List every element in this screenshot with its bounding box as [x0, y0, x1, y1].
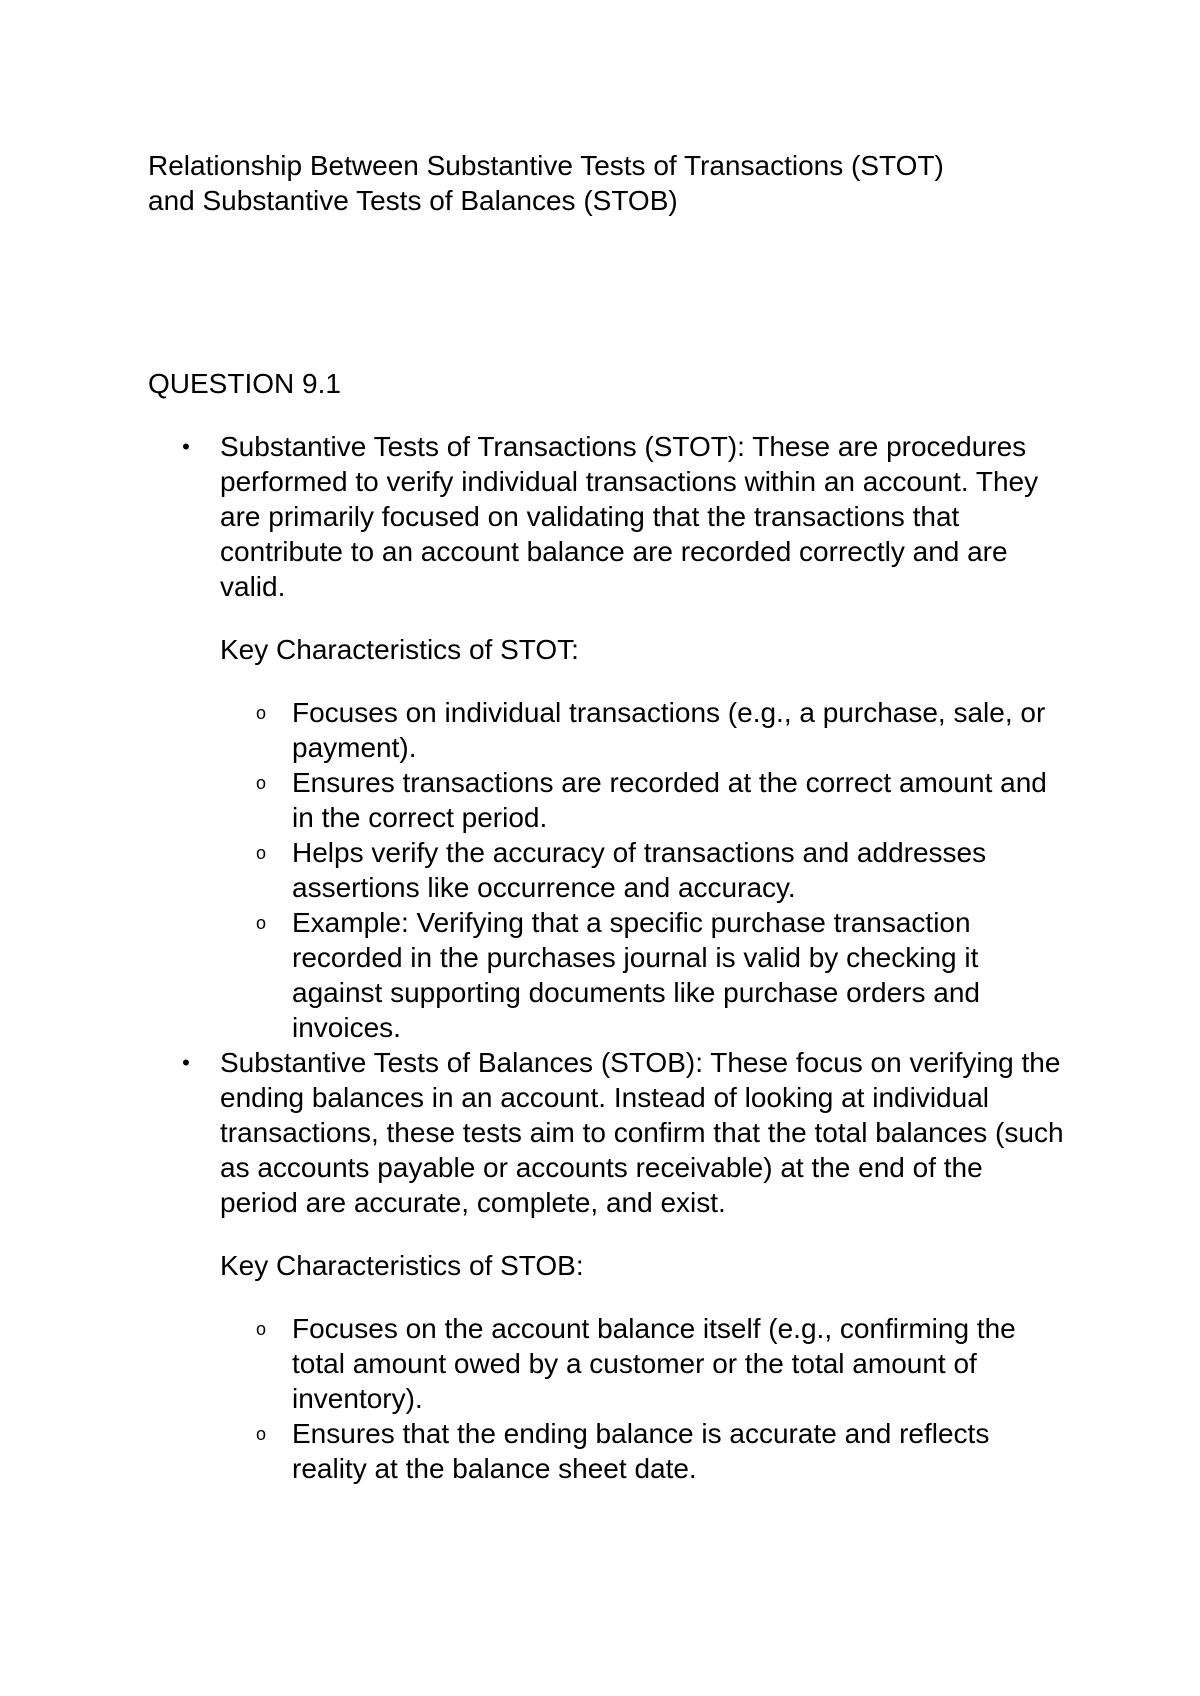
stob-characteristics-list	[220, 1311, 1068, 1486]
list-item	[220, 905, 1068, 1045]
stob-description: Substantive Tests of Balances (STOB): These focus on verifying the ending balances in an account. Instead of looking at individual transactions, these tests aim to confirm that the total balances (such as accounts payable or accounts receivable) at the end of the period are accurate, complete, and exist.	[220, 1047, 1064, 1218]
stob-key-heading: Key Characteristics of STOB:	[220, 1250, 584, 1281]
list-item	[220, 695, 1068, 765]
circle-bullet-icon: o	[256, 843, 267, 863]
document-page	[148, 148, 1068, 1486]
bullet-icon: •	[182, 1050, 190, 1075]
stot-item-2: Ensures transactions are recorded at the correct amount and in the correct period.	[292, 767, 1047, 833]
circle-bullet-icon: o	[256, 913, 267, 933]
circle-bullet-icon: o	[256, 703, 267, 723]
document-title	[148, 148, 1068, 218]
list-item-stot	[148, 429, 1068, 1045]
circle-bullet-icon: o	[256, 773, 267, 793]
title-line-2: and Substantive Tests of Balances (STOB)	[148, 185, 678, 216]
question-heading: QUESTION 9.1	[148, 368, 341, 399]
title-line-1: Relationship Between Substantive Tests of Transactions (STOT)	[148, 150, 944, 181]
list-item	[220, 765, 1068, 835]
stot-key-heading: Key Characteristics of STOT:	[220, 634, 579, 665]
stot-description: Substantive Tests of Transactions (STOT): These are procedures performed to verify individual transactions within an account. They are primarily focused on validating that the transactions that contribute to an account balance are recorded correctly and are valid.	[220, 431, 1039, 602]
list-item	[220, 1311, 1068, 1416]
stot-item-4: Example: Verifying that a specific purchase transaction recorded in the purchases journal is valid by checking it against supporting documents like purchase orders and invoices.	[292, 907, 980, 1043]
stot-item-1: Focuses on individual transactions (e.g., a purchase, sale, or payment).	[292, 697, 1046, 763]
list-item-stob	[148, 1045, 1068, 1486]
stot-item-3: Helps verify the accuracy of transactions and addresses assertions like occurrence and accuracy.	[292, 837, 987, 903]
list-item	[220, 1416, 1068, 1486]
circle-bullet-icon: o	[256, 1319, 267, 1339]
main-bullet-list	[148, 429, 1068, 1486]
circle-bullet-icon: o	[256, 1424, 267, 1444]
stob-item-1: Focuses on the account balance itself (e.g., confirming the total amount owed by a customer or the total amount of inventory).	[292, 1313, 1016, 1414]
list-item	[220, 835, 1068, 905]
stob-item-2: Ensures that the ending balance is accurate and reflects reality at the balance sheet date.	[292, 1418, 990, 1484]
bullet-icon: •	[182, 434, 190, 459]
stot-characteristics-list	[220, 695, 1068, 1045]
